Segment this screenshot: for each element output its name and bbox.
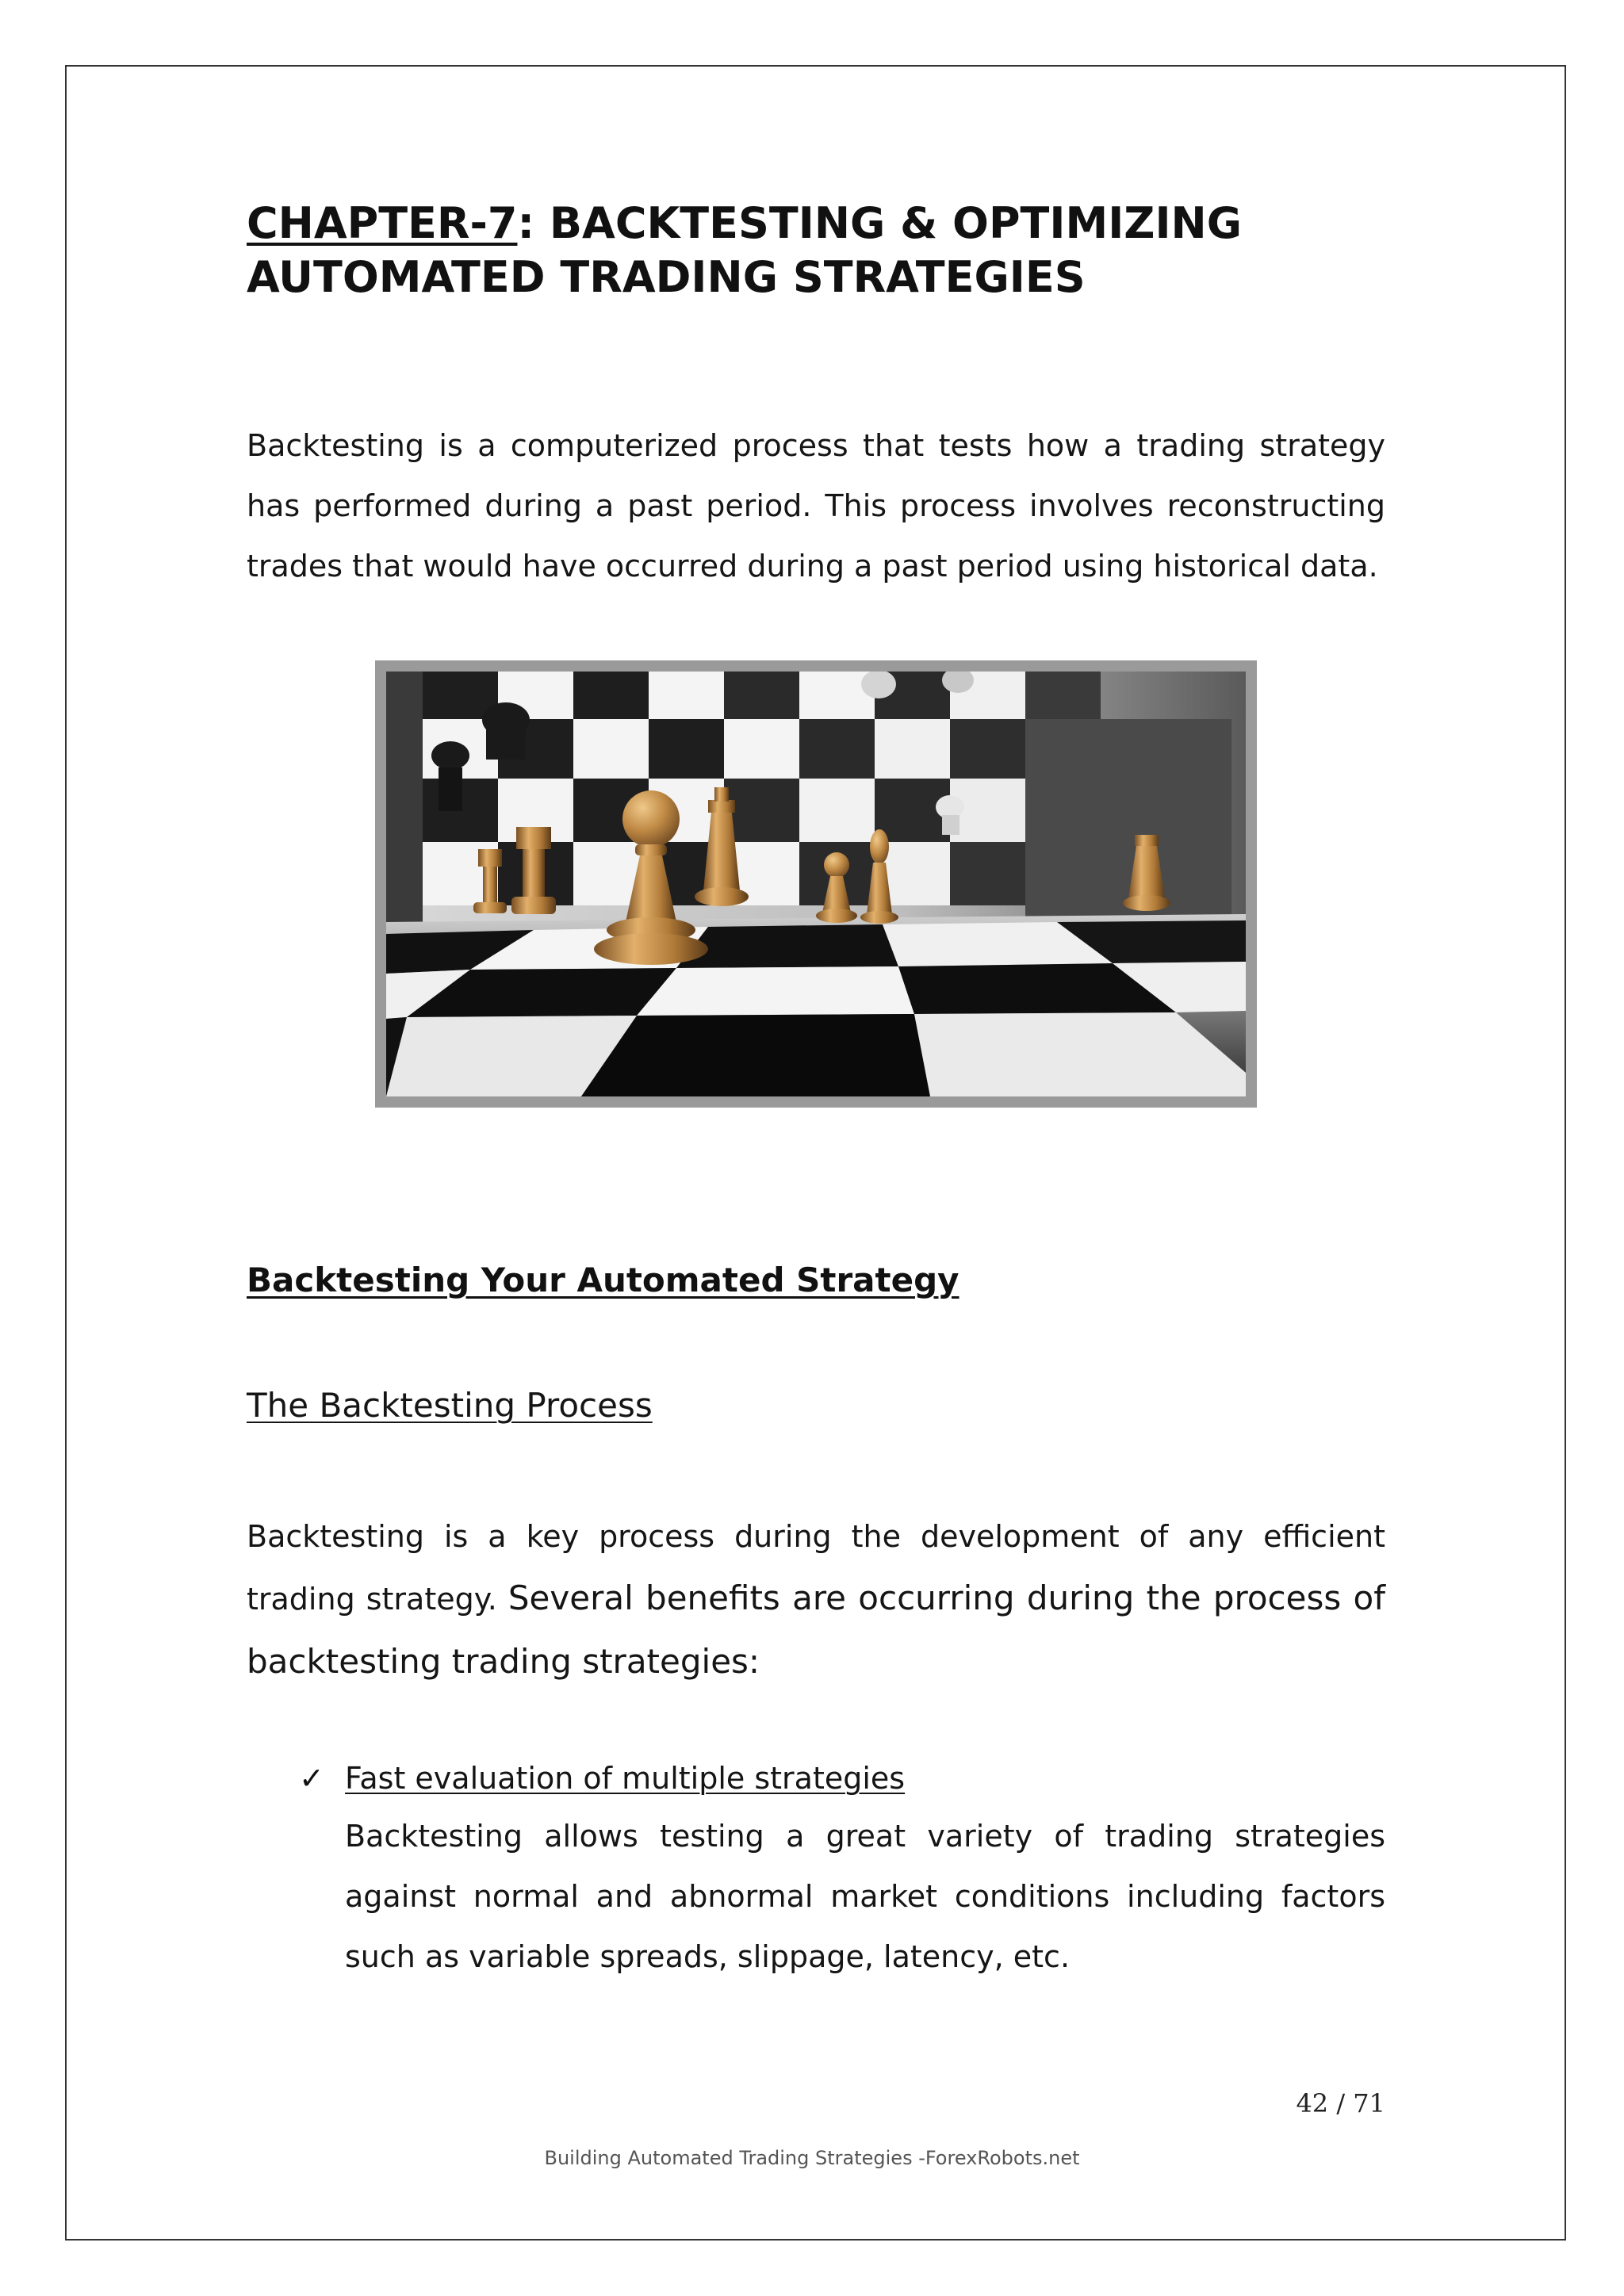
chessboard-illustration — [375, 660, 1257, 1108]
chapter-title — [247, 197, 1385, 304]
key-paragraph-part2: Several benefits are occurring during the process of backtesting trading strategies: — [247, 1578, 1385, 1681]
footer: Building Automated Trading Strategies -ForexRobots.net — [544, 2147, 1080, 2169]
checkmark-icon: ✓ — [299, 1761, 324, 1796]
section-heading: Backtesting Your Automated Strategy — [247, 1261, 959, 1299]
chessboard-image — [375, 660, 1257, 1108]
checklist-item-title: Fast evaluation of multiple strategies — [345, 1761, 906, 1796]
chapter-title-rest: : BACKTESTING & OPTIMIZING — [517, 198, 1243, 248]
page-number: 42 / 71 — [1296, 2088, 1385, 2118]
floor-checkerboard — [386, 914, 1246, 1096]
sub-heading: The Backtesting Process — [247, 1386, 653, 1425]
key-paragraph-part1: Backtesting is a key process during the development of any efficient trading strategy. — [247, 1519, 1385, 1617]
checklist-item-body: Backtesting allows testing a great variety of trading strategies against normal and abnormal market conditions including factors such as variable spreads, slippage, latency, etc. — [345, 1819, 1385, 1974]
chapter-title-line2: AUTOMATED TRADING STRATEGIES — [247, 252, 1086, 302]
key-paragraph — [247, 1506, 1385, 1693]
intro-paragraph: Backtesting is a computerized process that tests how a trading strategy has performed during a past period. This process involves reconstructing trades that would have occurred during a past period using historical data. — [247, 428, 1385, 584]
chapter-label: CHAPTER-7 — [247, 198, 518, 248]
